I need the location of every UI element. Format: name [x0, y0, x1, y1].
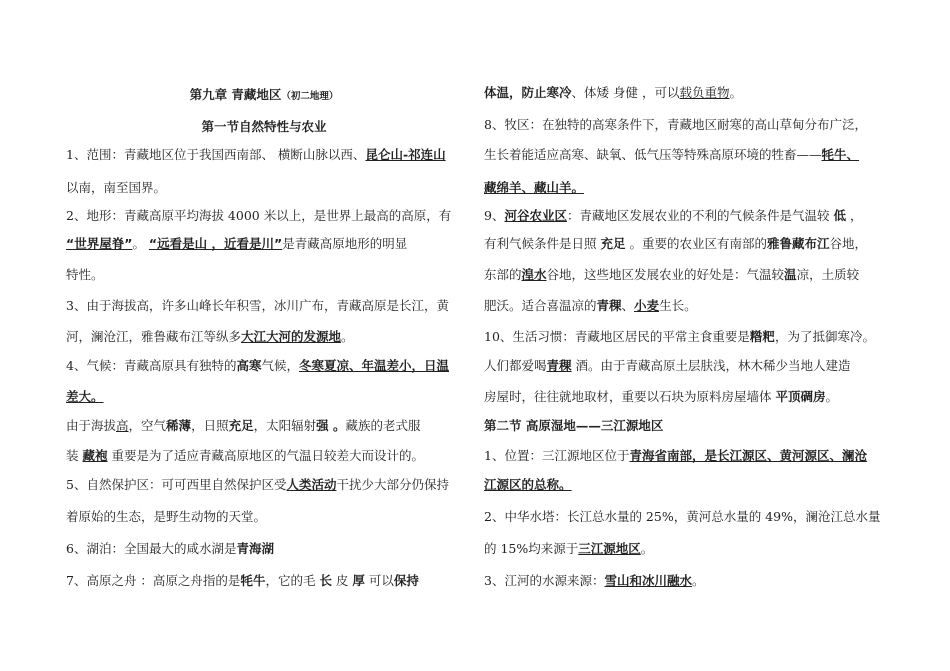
- text-segment: 、: [621, 298, 635, 313]
- text-segment: ，为了抵御寒冷。: [774, 329, 875, 344]
- emphasized-text: 强: [316, 418, 329, 433]
- emphasized-text: 低: [833, 208, 846, 223]
- emphasized-text: 。: [328, 418, 346, 433]
- right-line: [484, 298, 697, 314]
- chapter-title: [66, 85, 462, 103]
- text-segment: 。: [825, 389, 839, 404]
- left-line: [66, 573, 419, 589]
- emphasized-text: 雪山和冰川融水: [604, 573, 692, 588]
- text-segment: 3、江河的水源来源：: [484, 573, 605, 588]
- emphasized-text: 湟水: [521, 267, 547, 282]
- emphasized-text: 牦牛: [240, 573, 266, 588]
- text-segment: 高: [116, 418, 129, 433]
- right-line: [484, 180, 584, 196]
- left-line: [66, 236, 407, 252]
- chapter-title-text: 第九章 青藏地区: [189, 87, 282, 102]
- emphasized-text: 高寒: [236, 358, 262, 373]
- emphasized-text: 厚: [352, 573, 365, 588]
- text-segment: 。: [729, 85, 742, 100]
- section-title: 第一节自然特性与农业: [201, 119, 327, 134]
- text-segment: 7、高原之舟 ：高原之舟指的是: [66, 573, 241, 588]
- text-segment: 。: [341, 329, 354, 344]
- text-segment: 重要是为了适应青藏高原地区的气温日较差大而设计的。: [107, 448, 424, 463]
- right-line: [484, 208, 862, 224]
- text-segment: 5、自然保护区：可可西里自然保护区受: [66, 477, 287, 492]
- emphasized-text: 江源区的总称。: [484, 477, 572, 492]
- text-segment: 。: [132, 236, 149, 251]
- left-line: [66, 418, 421, 434]
- text-segment: 生长着能适应高寒、缺氧、低气压等特殊高原环境的牲畜——: [484, 147, 822, 162]
- text-segment: 。重要的农业区有南部的: [625, 236, 767, 251]
- text-segment: 房屋时，往往就地取材，重要以石块为原料房屋墙体: [484, 389, 776, 404]
- text-segment: 1、范围：青藏地区位于我国西南部、 横断山脉以西、: [66, 147, 366, 162]
- emphasized-text: 雅鲁藏布江: [766, 236, 830, 251]
- text-segment: 4、气候：青藏高原具有独特的: [66, 358, 237, 373]
- right-line: [484, 117, 867, 133]
- emphasized-text: 藏袍: [82, 448, 108, 463]
- text-segment: 可以: [364, 573, 394, 588]
- emphasized-text: 青稞: [596, 298, 622, 313]
- right-line: [484, 389, 838, 405]
- text-segment: 装: [66, 448, 83, 463]
- emphasized-text: 青海省南部，是长江源区、黄河源区、澜沧: [629, 448, 867, 463]
- text-segment: 以南，南至国界。: [66, 180, 167, 195]
- emphasized-text: 温: [784, 267, 797, 282]
- left-line: [66, 298, 449, 314]
- text-segment: 气候，: [261, 358, 299, 373]
- text-segment: 皮: [331, 573, 353, 588]
- emphasized-text: 藏绵羊、藏山羊。: [484, 180, 585, 195]
- text-segment: 干扰少大部分仍保持: [336, 477, 449, 492]
- right-line: [484, 147, 859, 163]
- text-segment: 肥沃。适合喜温凉的: [484, 298, 597, 313]
- emphasized-text: 青稞: [546, 358, 572, 373]
- text-segment: 是青藏高原地形的明显: [282, 236, 408, 251]
- left-line: [66, 509, 266, 525]
- text-segment: ，空气: [128, 418, 167, 433]
- text-segment: 。: [691, 573, 705, 588]
- left-line: [66, 180, 166, 196]
- emphasized-text: 体温，防止寒冷: [484, 85, 572, 100]
- text-segment: 6、湖泊：全国最大的咸水湖是: [66, 541, 237, 556]
- emphasized-text: 平顶碉房: [775, 389, 826, 404]
- emphasized-text: 三江源地区: [578, 541, 641, 556]
- left-line: [66, 208, 451, 224]
- text-segment: 、体矮 身健 ，可以: [571, 85, 680, 100]
- text-segment: 载负重物: [679, 85, 730, 100]
- right-line: [484, 477, 572, 493]
- right-line: [484, 85, 742, 101]
- left-line: [66, 267, 104, 283]
- text-segment: 有利气候条件是日照: [484, 236, 601, 251]
- emphasized-text: 牦牛、: [821, 147, 860, 162]
- emphasized-text: 青海湖: [236, 541, 274, 556]
- left-line: [66, 358, 449, 374]
- left-line: [66, 448, 424, 464]
- emphasized-text: 冬寒夏凉、年温差小，日温: [299, 358, 450, 373]
- text-segment: 的 15%均来源于: [484, 541, 579, 556]
- text-segment: 特性。: [66, 267, 104, 282]
- text-segment: ，太阳辐射: [253, 418, 317, 433]
- right-line: [484, 541, 653, 557]
- text-segment: 由于海拔: [66, 418, 117, 433]
- text-segment: 2、地形：青藏高原平均海拔 4000 米以上，是世界上最高的高原，有: [66, 208, 452, 223]
- right-line: [484, 573, 705, 589]
- emphasized-text: 充足: [228, 418, 254, 433]
- text-segment: 。: [640, 541, 654, 556]
- emphasized-text: 小麦: [634, 298, 660, 313]
- left-line: [66, 147, 446, 163]
- text-segment: 3、由于海拔高，许多山峰长年积雪，冰川广布，青藏高原是长江，黄: [66, 298, 449, 313]
- text-segment: 凉，土质较: [796, 267, 860, 282]
- right-line: [484, 236, 867, 252]
- text-segment: 生长。: [659, 298, 697, 313]
- text-segment: 着原始的生态，是野生动物的天堂。: [66, 509, 267, 524]
- emphasized-text: 保持: [393, 573, 419, 588]
- emphasized-text: 糌粑: [749, 329, 775, 344]
- emphasized-text: 长: [319, 573, 332, 588]
- right-line: [484, 418, 663, 434]
- text-segment: 藏族的老式服: [345, 418, 421, 433]
- emphasized-text: “世界屋脊”: [66, 236, 133, 251]
- text-segment: ，日照: [191, 418, 229, 433]
- right-line: [484, 267, 859, 283]
- text-segment: 东部的: [484, 267, 522, 282]
- right-line: [484, 509, 880, 525]
- emphasized-text: 大江大河的发源地: [241, 329, 342, 344]
- text-segment: 人们都爱喝: [484, 358, 547, 373]
- emphasized-text: 充足: [600, 236, 626, 251]
- emphasized-text: 稀薄: [166, 418, 192, 433]
- right-line: [484, 329, 875, 345]
- text-segment: ，它的毛: [265, 573, 320, 588]
- emphasized-text: 第二节 高原湿地——三江源地区: [484, 418, 664, 433]
- emphasized-text: “远看是山 ，近看是川”: [148, 236, 283, 251]
- text-segment: 1、位置：三江源地区位于: [484, 448, 630, 463]
- left-line: [66, 389, 104, 405]
- emphasized-text: 河谷农业区: [504, 208, 567, 223]
- right-line: [484, 448, 867, 464]
- text-segment: 8、牧区：在独特的高寒条件下，青藏地区耐寒的高山草甸分布广泛，: [484, 117, 867, 132]
- emphasized-text: 人类活动: [286, 477, 337, 492]
- text-segment: 10、生活习惯：青藏地区居民的平常主食重要是: [484, 329, 750, 344]
- text-segment: ，: [845, 208, 863, 223]
- text-segment: 谷地，这些地区发展农业的好处是：气温较: [546, 267, 785, 282]
- chapter-title-note: （初二地理）: [281, 91, 339, 102]
- text-segment: 9、: [484, 208, 505, 223]
- text-segment: ：青藏地区发展农业的不利的气候条件是气温较: [566, 208, 834, 223]
- emphasized-text: 昆仑山-祁连山: [365, 147, 446, 162]
- emphasized-text: 差大。: [66, 389, 104, 404]
- text-segment: 谷地，: [829, 236, 868, 251]
- left-line: [66, 541, 274, 557]
- text-segment: 2、中华水塔：长江总水量的 25%，黄河总水量的 49%，澜沧江总水量: [484, 509, 881, 524]
- right-line: [484, 358, 851, 374]
- text-segment: 河，澜沧江，雅鲁藏布江等纵多: [66, 329, 242, 344]
- left-line: [66, 477, 449, 493]
- left-line: [66, 329, 354, 345]
- text-segment: 酒。由于青藏高原土层肤浅，林木稀少当地人建造: [571, 358, 851, 373]
